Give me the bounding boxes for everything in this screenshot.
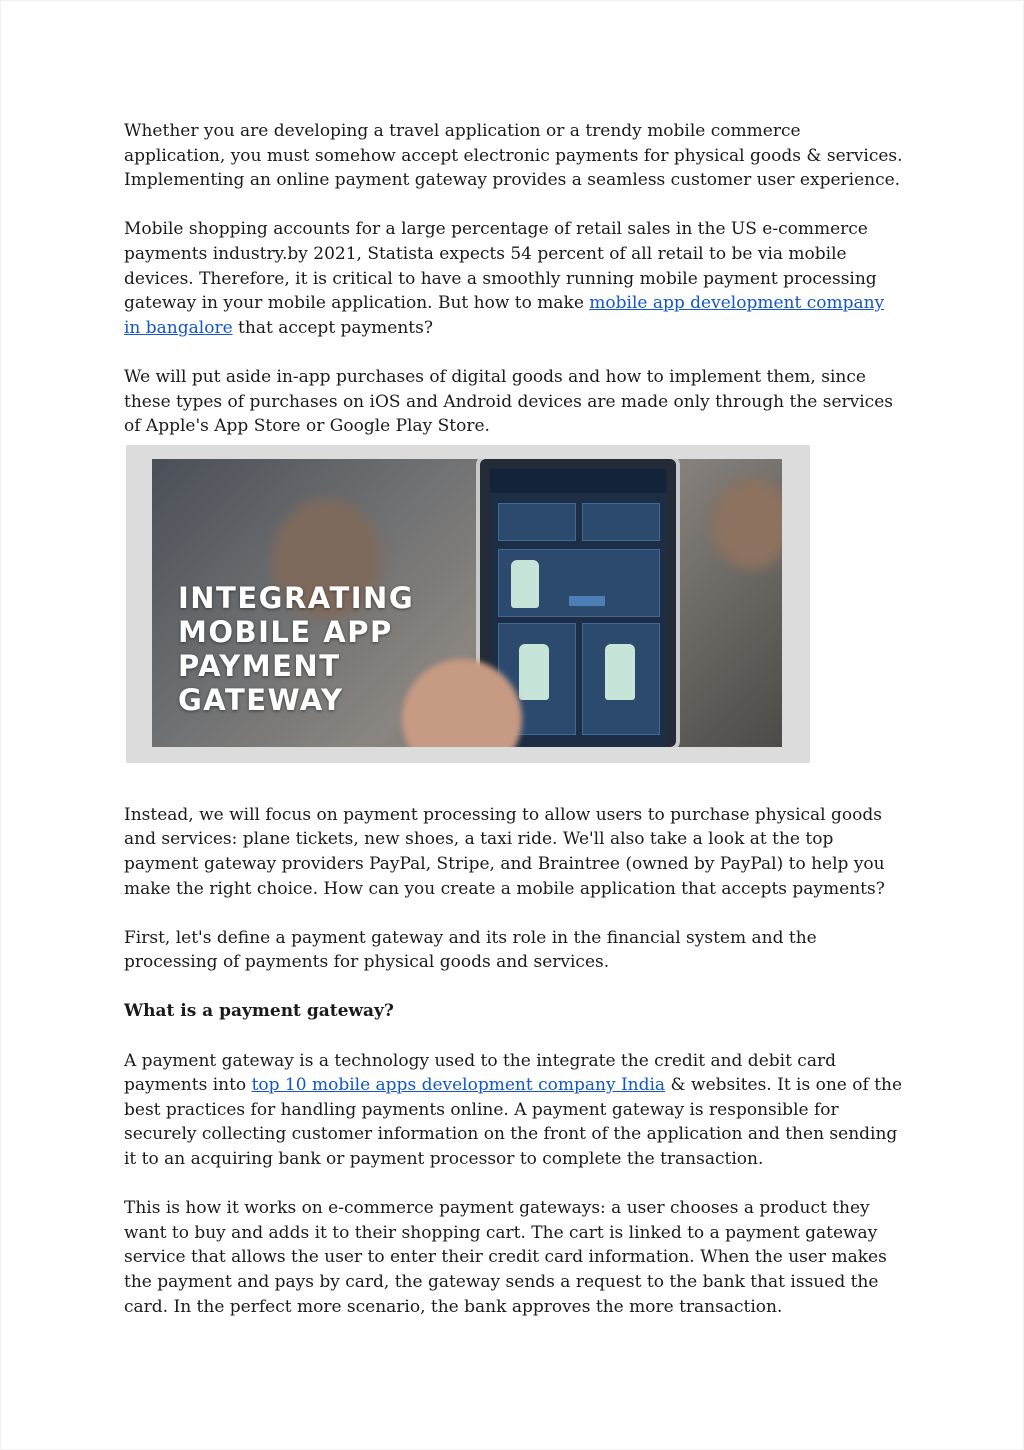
screen-card bbox=[498, 549, 660, 617]
overlay-line: GATEWAY bbox=[178, 682, 344, 717]
paragraph-in-app-purchases: We will put aside in-app purchases of digital goods and how to implement them, since these types of purchases on iOS and Android devices are made only through the services of Apple's App Store or Google Play Store. bbox=[124, 366, 893, 437]
paragraph-define: First, let's define a payment gateway and its role in the financial system and the processing of payments for physical goods and services. bbox=[124, 927, 817, 973]
payment-gateway-photo bbox=[152, 459, 782, 747]
background-person bbox=[712, 479, 782, 569]
product-bottle bbox=[519, 644, 549, 700]
paragraph-intro: Whether you are developing a travel application or a trendy mobile commerce application, you must somehow accept electronic payments for physical goods & services. Implementing an online payment gateway provides a seamless customer user experience. bbox=[124, 121, 903, 191]
section-heading: What is a payment gateway? bbox=[124, 1001, 394, 1022]
paragraph-gateway-definition bbox=[124, 1049, 904, 1172]
link-mobile-app-development-bangalore[interactable]: mobile app development company in bangalore bbox=[124, 293, 885, 338]
overlay-line: INTEGRATING bbox=[178, 580, 415, 615]
overlay-line: MOBILE APP bbox=[178, 614, 393, 649]
paragraph-text: that accept payments? bbox=[232, 317, 433, 338]
paragraph-text: A payment gateway is a technology used to the integrate the credit and debit card payments into bbox=[124, 1050, 836, 1096]
screen-card bbox=[498, 503, 576, 541]
overlay-line: PAYMENT bbox=[178, 648, 341, 683]
paragraph-how-it-works: This is how it works on e-commerce payment gateways: a user chooses a product they want to buy and adds it to their shopping cart. The cart is linked to a payment gateway service that allows the user to enter their credit card information. When the user makes the payment and pays by card, the gateway sends a request to the bank that issued the card. In the perfect more scenario, the bank approves the more transaction. bbox=[124, 1198, 887, 1317]
phone-status-bar bbox=[490, 469, 666, 493]
paragraph-mobile-shopping bbox=[124, 217, 904, 340]
product-bottle bbox=[511, 560, 539, 608]
screen-card bbox=[582, 623, 660, 735]
paragraph-text: Mobile shopping accounts for a large percentage of retail sales in the US e-commerce payments industry.by 2021, Statista expects 54 percent of all retail to be via mobile devices. Therefore, it is critical to have a smoothly running mobile payment processing gateway in your mobile application. But how to make bbox=[124, 219, 877, 314]
article-image bbox=[126, 445, 810, 763]
screen-card bbox=[582, 503, 660, 541]
document-body bbox=[124, 119, 904, 1319]
image-overlay-title bbox=[178, 581, 414, 717]
link-top-10-mobile-apps-india[interactable]: top 10 mobile apps development company India bbox=[251, 1075, 666, 1096]
product-bottle bbox=[605, 644, 635, 700]
paragraph-focus: Instead, we will focus on payment processing to allow users to purchase physical goods and services: plane tickets, new shoes, a taxi ride. We'll also take a look at the top payment gateway providers PayPal, Stripe, and Braintree (owned by PayPal) to help you make the right choice. How can you create a mobile application that accepts payments? bbox=[124, 804, 885, 899]
buy-button-shape bbox=[569, 596, 605, 606]
paragraph-text: & websites. It is one of the best practices for handling payments online. A payment gateway is responsible for securely collecting customer information on the front of the application and then sending it to an acquiring bank or payment processor to complete the transaction. bbox=[124, 1075, 903, 1170]
